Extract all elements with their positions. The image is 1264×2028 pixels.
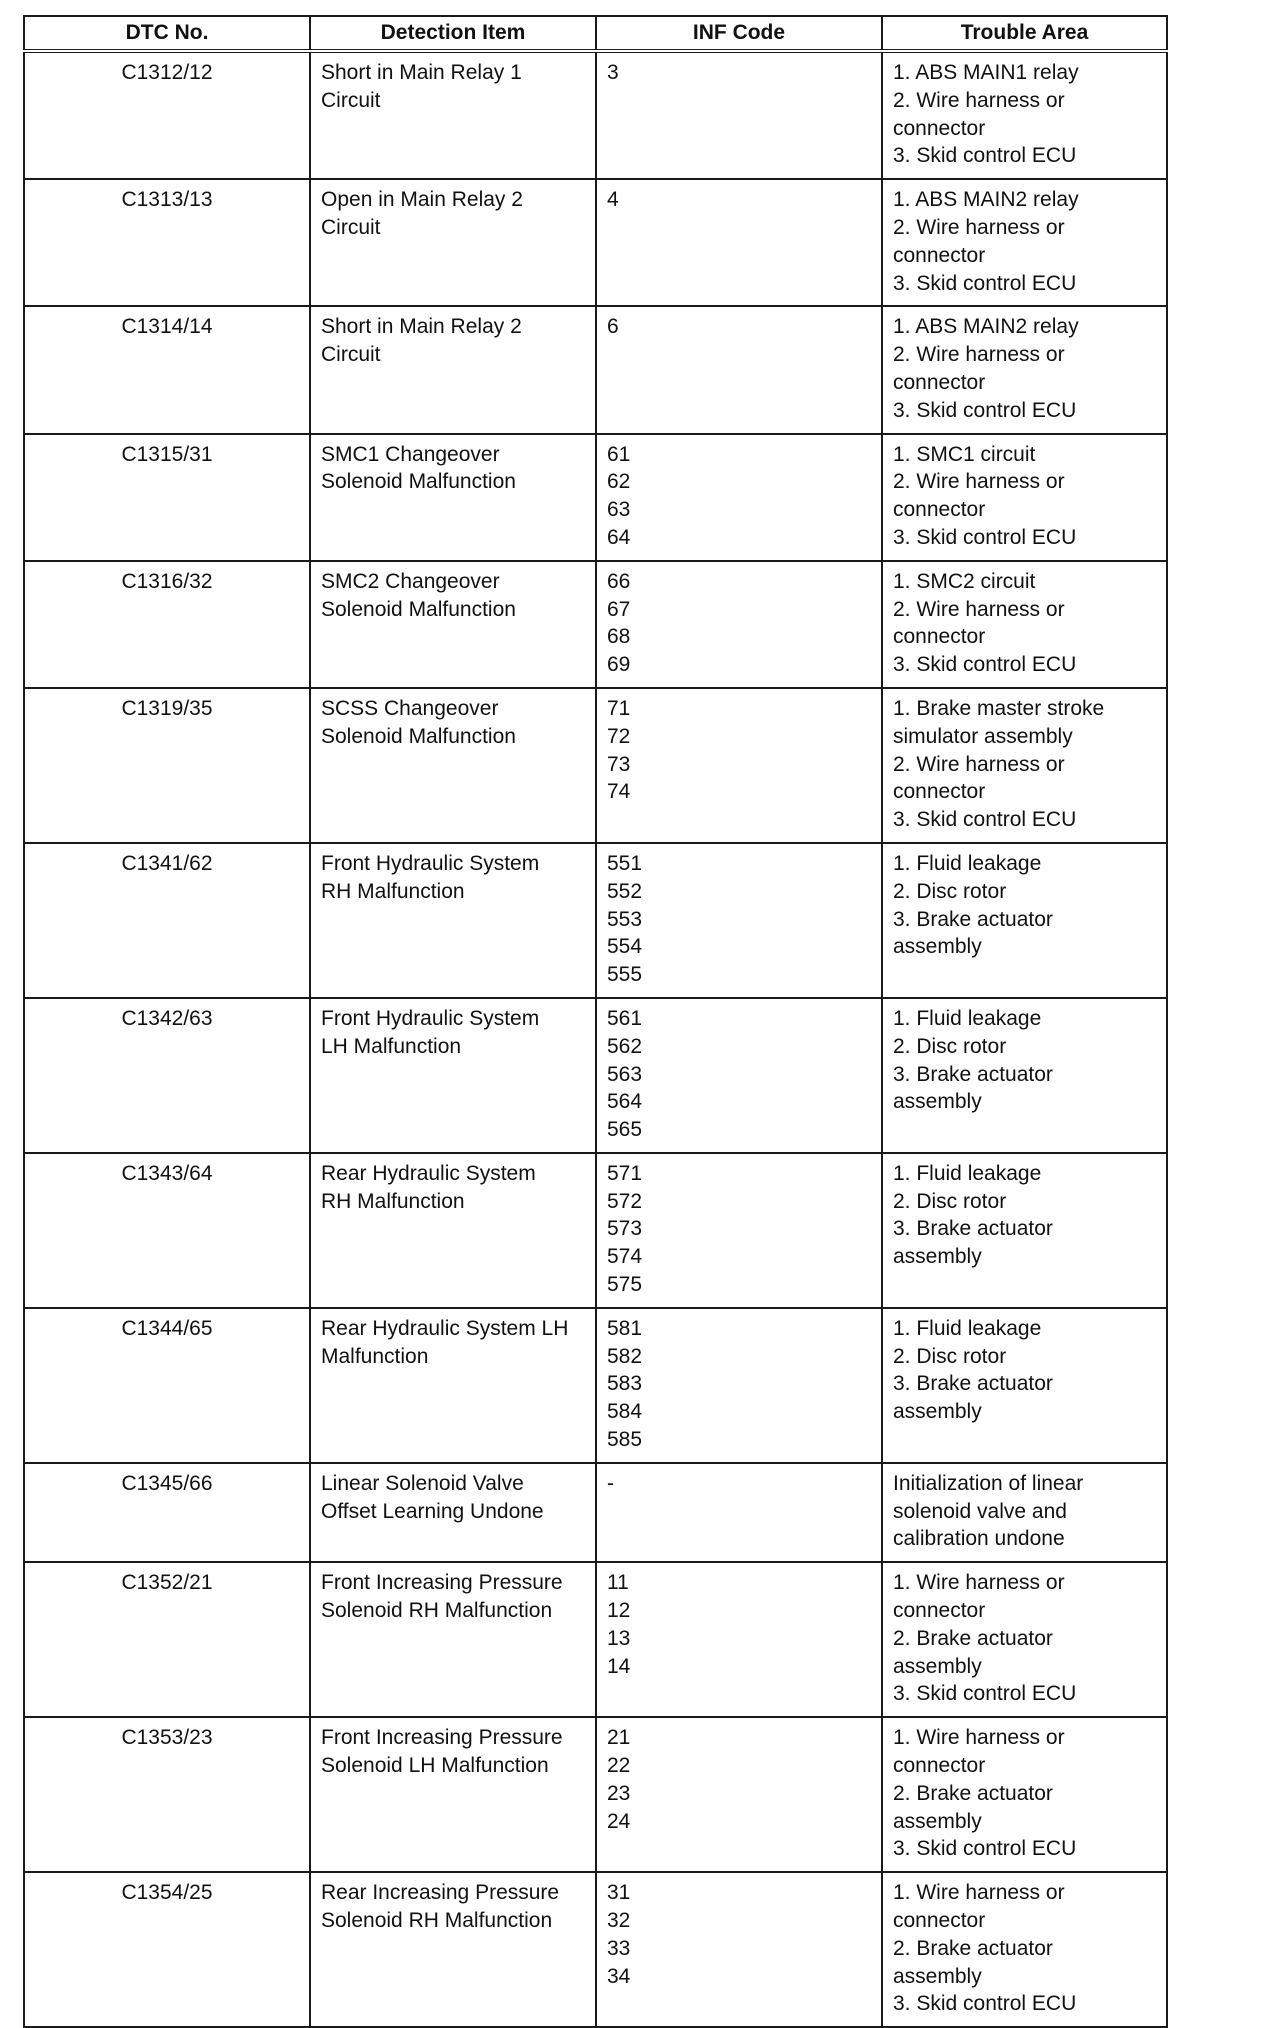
trouble-area-line: 3. Brake actuator: [893, 1062, 1053, 1086]
dtc-number-cell: [24, 843, 310, 998]
trouble-area-cell: [882, 998, 1167, 1153]
trouble-area-line: 1. Wire harness or: [893, 1571, 1065, 1595]
trouble-area-cell: [882, 1717, 1167, 1872]
trouble-area-line: 2. Wire harness or: [893, 88, 1065, 112]
trouble-area-cell: [882, 688, 1167, 843]
trouble-area-line: 3. Skid control ECU: [893, 1992, 1077, 2016]
inf-code-line: 6: [607, 315, 619, 339]
trouble-area-line: 2. Wire harness or: [893, 597, 1065, 621]
inf-code-cell: [596, 306, 882, 433]
inf-code-line: 34: [607, 1964, 631, 1988]
trouble-area-cell: [882, 1562, 1167, 1717]
detection-item-line: Short in Main Relay 1: [321, 61, 522, 84]
detection-item-line: Linear Solenoid Valve: [321, 1471, 524, 1495]
trouble-area-line: 1. ABS MAIN2 relay: [893, 188, 1079, 212]
detection-item-cell: [310, 1153, 596, 1308]
trouble-area-line: 3. Skid control ECU: [893, 1837, 1077, 1861]
detection-item-cell: [310, 306, 596, 433]
detection-item-cell: [310, 1463, 596, 1562]
trouble-area-cell: [882, 843, 1167, 998]
trouble-area-line: 2. Wire harness or: [893, 752, 1065, 776]
inf-code-line: 561: [607, 1006, 643, 1030]
inf-code-line: 67: [607, 597, 631, 621]
inf-code-line: 563: [607, 1062, 643, 1086]
inf-code-cell: [596, 1872, 882, 2027]
dtc-number: C1345/66: [121, 1471, 213, 1495]
trouble-area-cell: [882, 434, 1167, 561]
inf-code-cell: [596, 843, 882, 998]
inf-code-line: 61: [607, 442, 631, 466]
inf-code-line: 585: [607, 1428, 643, 1452]
inf-code-cell: [596, 179, 882, 306]
dtc-number-cell: [24, 1153, 310, 1308]
table-row: [24, 306, 1167, 433]
detection-item-cell: [310, 1562, 596, 1717]
header-row: [24, 16, 1167, 51]
table-row: [24, 1717, 1167, 1872]
trouble-area-line: 2. Disc rotor: [893, 879, 1007, 903]
inf-code-line: 584: [607, 1400, 643, 1424]
inf-code-line: 581: [607, 1316, 643, 1340]
table-body: [24, 51, 1167, 2027]
dtc-number-cell: [24, 179, 310, 306]
inf-code-cell: [596, 1562, 882, 1717]
trouble-area-line: 1. SMC1 circuit: [893, 442, 1036, 466]
trouble-area-line: 1. ABS MAIN2 relay: [893, 315, 1079, 339]
inf-code-line: 3: [607, 61, 619, 84]
trouble-area-line: connector: [893, 1599, 986, 1623]
detection-item-line: Front Increasing Pressure: [321, 1571, 563, 1595]
detection-item-cell: [310, 1308, 596, 1463]
table-row: [24, 688, 1167, 843]
trouble-area-cell: [882, 306, 1167, 433]
inf-code-line: 555: [607, 963, 643, 987]
trouble-area-line: 2. Wire harness or: [893, 470, 1065, 494]
detection-item-line: Solenoid LH Malfunction: [321, 1754, 549, 1778]
trouble-area-line: 3. Brake actuator: [893, 1372, 1053, 1396]
trouble-area-line: assembly: [893, 1400, 982, 1424]
dtc-number-cell: [24, 1463, 310, 1562]
inf-code-cell: [596, 998, 882, 1153]
trouble-area-line: 1. Brake master stroke: [893, 696, 1105, 720]
detection-item-line: Offset Learning Undone: [321, 1499, 544, 1523]
trouble-area-line: connector: [893, 243, 986, 267]
inf-code-cell: [596, 1463, 882, 1562]
detection-item-cell: [310, 688, 596, 843]
table-row: [24, 998, 1167, 1153]
detection-item-line: Rear Hydraulic System LH: [321, 1316, 569, 1340]
table-header: [24, 16, 1167, 51]
detection-item-line: Solenoid RH Malfunction: [321, 1599, 553, 1623]
trouble-area-line: 3. Brake actuator: [893, 1217, 1053, 1241]
inf-code-line: -: [607, 1471, 614, 1495]
trouble-area-line: 3. Skid control ECU: [893, 271, 1077, 295]
detection-item-cell: [310, 998, 596, 1153]
header-dtc-no: DTC No.: [24, 16, 310, 51]
inf-code-line: 575: [607, 1273, 643, 1297]
inf-code-line: 72: [607, 724, 631, 748]
dtc-number-cell: [24, 306, 310, 433]
dtc-number: C1353/23: [121, 1726, 213, 1750]
trouble-area-line: Initialization of linear: [893, 1471, 1084, 1495]
trouble-area-line: 2. Wire harness or: [893, 215, 1065, 239]
detection-item-line: Circuit: [321, 343, 381, 367]
trouble-area-line: 2. Brake actuator: [893, 1936, 1053, 1960]
dtc-number: C1313/13: [121, 188, 213, 212]
detection-item-line: Rear Increasing Pressure: [321, 1881, 560, 1905]
dtc-number-cell: [24, 998, 310, 1153]
inf-code-cell: [596, 688, 882, 843]
trouble-area-line: assembly: [893, 1964, 982, 1988]
dtc-number: C1315/31: [121, 442, 213, 466]
inf-code-cell: [596, 1717, 882, 1872]
table-row: [24, 561, 1167, 688]
trouble-area-line: 2. Brake actuator: [893, 1626, 1053, 1650]
trouble-area-line: 1. Fluid leakage: [893, 1006, 1042, 1030]
inf-code-line: 562: [607, 1034, 643, 1058]
trouble-area-line: 2. Disc rotor: [893, 1189, 1007, 1213]
trouble-area-line: 3. Skid control ECU: [893, 1682, 1077, 1706]
inf-code-line: 62: [607, 470, 631, 494]
detection-item-line: Front Hydraulic System: [321, 1006, 540, 1030]
inf-code-line: 572: [607, 1189, 643, 1213]
detection-item-cell: [310, 843, 596, 998]
trouble-area-cell: [882, 1153, 1167, 1308]
inf-code-line: 69: [607, 653, 631, 677]
trouble-area-line: 1. Fluid leakage: [893, 1161, 1042, 1185]
header-inf-code: INF Code: [596, 16, 882, 51]
inf-code-line: 574: [607, 1245, 643, 1269]
dtc-number-cell: [24, 1562, 310, 1717]
trouble-area-line: 3. Skid control ECU: [893, 398, 1077, 422]
detection-item-line: SMC1 Changeover: [321, 442, 500, 466]
table-row: [24, 179, 1167, 306]
inf-code-line: 552: [607, 879, 643, 903]
inf-code-cell: [596, 561, 882, 688]
inf-code-line: 74: [607, 780, 631, 804]
trouble-area-line: assembly: [893, 935, 982, 959]
dtc-number: C1314/14: [121, 315, 213, 339]
dtc-number-cell: [24, 1717, 310, 1872]
dtc-number: C1316/32: [121, 569, 213, 593]
trouble-area-line: 3. Skid control ECU: [893, 144, 1077, 168]
dtc-number-cell: [24, 561, 310, 688]
table-row: [24, 1308, 1167, 1463]
inf-code-line: 554: [607, 935, 643, 959]
trouble-area-line: 1. SMC2 circuit: [893, 569, 1036, 593]
detection-item-line: Solenoid Malfunction: [321, 724, 516, 748]
detection-item-line: RH Malfunction: [321, 879, 465, 903]
inf-code-line: 21: [607, 1726, 631, 1750]
inf-code-cell: [596, 1308, 882, 1463]
inf-code-line: 63: [607, 498, 631, 522]
trouble-area-line: 2. Disc rotor: [893, 1034, 1007, 1058]
inf-code-line: 583: [607, 1372, 643, 1396]
detection-item-line: SMC2 Changeover: [321, 569, 500, 593]
dtc-table: [23, 15, 1168, 2028]
trouble-area-line: 1. Fluid leakage: [893, 1316, 1042, 1340]
trouble-area-line: 3. Skid control ECU: [893, 808, 1077, 832]
trouble-area-line: 1. Wire harness or: [893, 1726, 1065, 1750]
inf-code-line: 582: [607, 1344, 643, 1368]
inf-code-line: 66: [607, 569, 631, 593]
dtc-number-cell: [24, 1872, 310, 2027]
inf-code-line: 14: [607, 1654, 631, 1678]
header-detection-item: Detection Item: [310, 16, 596, 51]
trouble-area-cell: [882, 179, 1167, 306]
detection-item-line: Circuit: [321, 215, 381, 239]
trouble-area-line: connector: [893, 625, 986, 649]
trouble-area-line: assembly: [893, 1654, 982, 1678]
inf-code-line: 12: [607, 1599, 631, 1623]
table-row: [24, 51, 1167, 179]
trouble-area-line: assembly: [893, 1090, 982, 1114]
trouble-area-line: connector: [893, 370, 986, 394]
inf-code-line: 571: [607, 1161, 643, 1185]
trouble-area-line: 1. Fluid leakage: [893, 851, 1042, 875]
trouble-area-cell: [882, 1308, 1167, 1463]
inf-code-line: 22: [607, 1754, 631, 1778]
table-row: [24, 1562, 1167, 1717]
trouble-area-line: connector: [893, 780, 986, 804]
inf-code-line: 33: [607, 1936, 631, 1960]
trouble-area-line: connector: [893, 1909, 986, 1933]
inf-code-cell: [596, 1153, 882, 1308]
trouble-area-line: calibration undone: [893, 1527, 1065, 1551]
trouble-area-line: simulator assembly: [893, 724, 1073, 748]
dtc-number-cell: [24, 51, 310, 179]
inf-code-line: 23: [607, 1781, 631, 1805]
trouble-area-cell: [882, 1872, 1167, 2027]
dtc-number: C1341/62: [121, 851, 213, 875]
detection-item-line: Malfunction: [321, 1344, 429, 1368]
inf-code-cell: [596, 434, 882, 561]
detection-item-cell: [310, 1717, 596, 1872]
inf-code-line: 24: [607, 1809, 631, 1833]
trouble-area-cell: [882, 51, 1167, 179]
trouble-area-line: assembly: [893, 1245, 982, 1269]
dtc-number: C1319/35: [121, 696, 213, 720]
table-row: [24, 434, 1167, 561]
inf-code-line: 31: [607, 1881, 631, 1905]
detection-item-line: Front Hydraulic System: [321, 851, 540, 875]
trouble-area-line: 3. Skid control ECU: [893, 525, 1077, 549]
inf-code-line: 564: [607, 1090, 643, 1114]
detection-item-line: Short in Main Relay 2: [321, 315, 522, 339]
dtc-number: C1343/64: [121, 1161, 213, 1185]
inf-code-line: 553: [607, 907, 643, 931]
trouble-area-line: connector: [893, 1754, 986, 1778]
detection-item-cell: [310, 51, 596, 179]
dtc-number: C1312/12: [121, 61, 213, 84]
detection-item-line: Front Increasing Pressure: [321, 1726, 563, 1750]
table-row: [24, 843, 1167, 998]
inf-code-line: 32: [607, 1909, 631, 1933]
trouble-area-line: 2. Brake actuator: [893, 1781, 1053, 1805]
table-row: [24, 1872, 1167, 2027]
dtc-number-cell: [24, 1308, 310, 1463]
inf-code-line: 68: [607, 625, 631, 649]
trouble-area-cell: [882, 1463, 1167, 1562]
detection-item-line: Circuit: [321, 88, 381, 112]
header-trouble-area: Trouble Area: [882, 16, 1167, 51]
dtc-number: C1344/65: [121, 1316, 213, 1340]
trouble-area-line: assembly: [893, 1809, 982, 1833]
inf-code-line: 4: [607, 188, 619, 212]
detection-item-line: LH Malfunction: [321, 1034, 462, 1058]
dtc-number-cell: [24, 688, 310, 843]
trouble-area-line: 1. ABS MAIN1 relay: [893, 61, 1079, 84]
dtc-number: C1352/21: [121, 1571, 213, 1595]
trouble-area-line: 3. Skid control ECU: [893, 653, 1077, 677]
inf-code-line: 13: [607, 1626, 631, 1650]
detection-item-line: Open in Main Relay 2: [321, 188, 523, 212]
detection-item-line: Solenoid Malfunction: [321, 597, 516, 621]
detection-item-line: SCSS Changeover: [321, 696, 499, 720]
inf-code-line: 573: [607, 1217, 643, 1241]
inf-code-line: 64: [607, 525, 631, 549]
inf-code-cell: [596, 51, 882, 179]
detection-item-line: RH Malfunction: [321, 1189, 465, 1213]
detection-item-cell: [310, 561, 596, 688]
inf-code-line: 551: [607, 851, 643, 875]
table-row: [24, 1153, 1167, 1308]
trouble-area-line: solenoid valve and: [893, 1499, 1067, 1523]
trouble-area-line: 2. Wire harness or: [893, 343, 1065, 367]
trouble-area-cell: [882, 561, 1167, 688]
trouble-area-line: connector: [893, 498, 986, 522]
detection-item-line: Solenoid RH Malfunction: [321, 1909, 553, 1933]
inf-code-line: 73: [607, 752, 631, 776]
trouble-area-line: 2. Disc rotor: [893, 1344, 1007, 1368]
inf-code-line: 71: [607, 696, 631, 720]
trouble-area-line: 3. Brake actuator: [893, 907, 1053, 931]
detection-item-cell: [310, 434, 596, 561]
inf-code-line: 11: [607, 1571, 629, 1595]
dtc-number: C1342/63: [121, 1006, 213, 1030]
detection-item-line: Solenoid Malfunction: [321, 470, 516, 494]
dtc-number: C1354/25: [121, 1881, 213, 1905]
detection-item-cell: [310, 179, 596, 306]
detection-item-cell: [310, 1872, 596, 2027]
trouble-area-line: connector: [893, 116, 986, 140]
inf-code-line: 565: [607, 1118, 643, 1142]
detection-item-line: Rear Hydraulic System: [321, 1161, 536, 1185]
table-row: [24, 1463, 1167, 1562]
trouble-area-line: 1. Wire harness or: [893, 1881, 1065, 1905]
dtc-number-cell: [24, 434, 310, 561]
